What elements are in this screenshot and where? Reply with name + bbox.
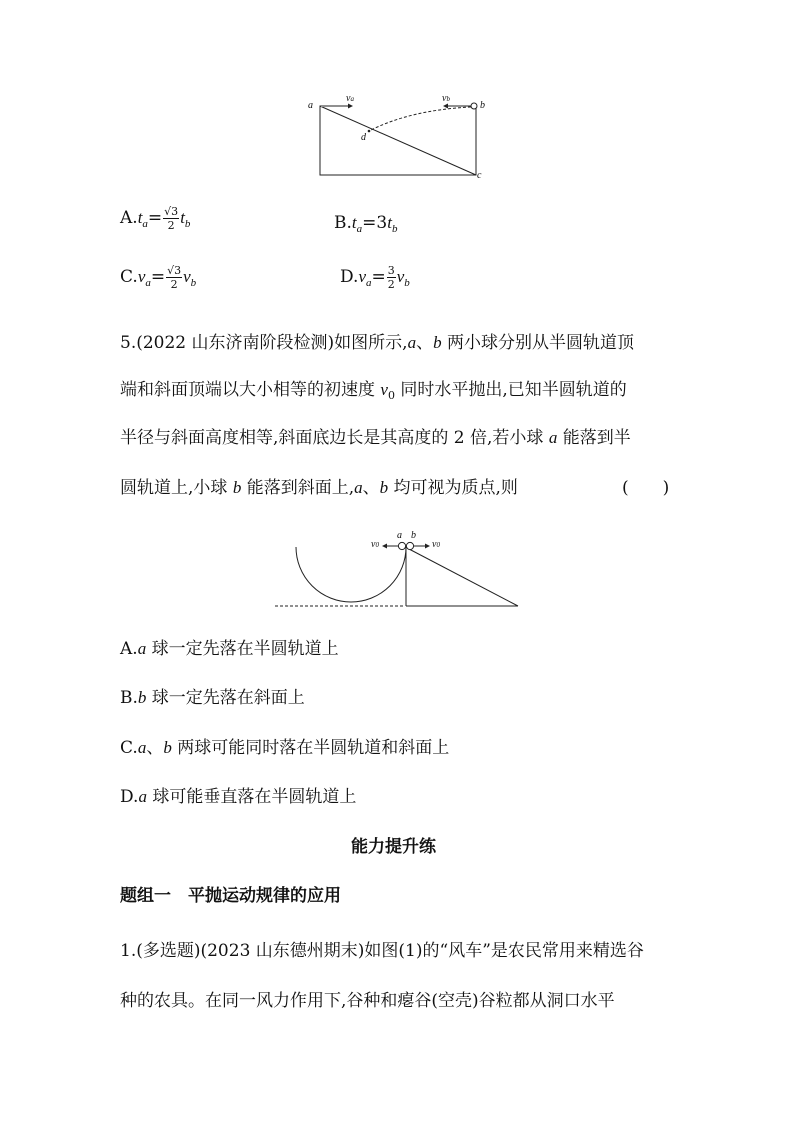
ball-b	[406, 542, 413, 549]
fig1-label-d: d	[361, 132, 366, 143]
q4-option-d[interactable]: $D.v_a=$ $\frac{3}{2}$ $v_b$	[340, 264, 410, 291]
section-title: 能力提升练	[351, 837, 436, 857]
v0-right-arrowhead	[425, 544, 430, 549]
fig2-label-v0-right: v0	[432, 539, 440, 550]
q1-line-2: 种的农具。在同一风力作用下,谷种和瘪谷(空壳)谷粒都从洞口水平	[120, 991, 615, 1011]
q4-option-b[interactable]: $B.t_a=3t_b$	[334, 213, 398, 235]
fig1-label-c: c	[477, 170, 482, 181]
ball-b	[471, 103, 477, 109]
incline-diagonal	[320, 106, 476, 175]
fig2-label-v0-left: v0	[371, 539, 379, 550]
figure-2-semicircle-incline	[270, 530, 530, 612]
fig1-label-va: va	[346, 93, 354, 104]
fig1-label-a: a	[308, 100, 313, 111]
q5-line-4: 圆轨道上,小球 b 能落到斜面上,a、b 均可视为质点,则	[120, 478, 518, 498]
q5-line-3: 半径与斜面高度相等,斜面底边长是其高度的 2 倍,若小球 a 能落到半	[120, 428, 631, 448]
fig1-label-vb: vb	[442, 93, 450, 104]
q5-option-d[interactable]: D.a 球可能垂直落在半圆轨道上	[120, 787, 357, 807]
q5-option-b[interactable]: B.b 球一定先落在斜面上	[120, 688, 305, 708]
trajectory-dashed	[369, 107, 471, 131]
group-title: 题组一 平抛运动规律的应用	[120, 886, 341, 906]
incline-slope	[409, 549, 518, 606]
q1-line-1: 1.(多选题)(2023 山东德州期末)如图(1)的“风车”是农民常用来精选谷	[120, 941, 644, 961]
fraction: $\frac{√3}{2}$	[167, 264, 182, 291]
q5-line-2: 端和斜面顶端以大小相等的初速度 $v_0$ 同时水平抛出,已知半圆轨道的	[120, 380, 627, 402]
q4-option-c[interactable]: $C.v_a=$ $\frac{√3}{2}$ $v_b$	[120, 264, 197, 291]
fraction: $\frac{√3}{2}$	[164, 205, 179, 232]
q5-answer-paren[interactable]: ( )	[622, 478, 670, 498]
figure-1-incline-diagram	[300, 92, 500, 184]
fig2-label-b: b	[411, 530, 416, 541]
fraction: $\frac{3}{2}$	[387, 264, 395, 291]
fig1-label-b: b	[480, 100, 485, 111]
fig2-label-a: a	[397, 530, 402, 541]
semicircle-track	[296, 547, 406, 602]
q5-line-1: 5.(2022 山东济南阶段检测)如图所示,a、b 两小球分别从半圆轨道顶	[120, 333, 634, 353]
q5-option-c[interactable]: C.a、b 两球可能同时落在半圆轨道和斜面上	[120, 738, 450, 758]
ball-a	[398, 542, 405, 549]
q4-option-a[interactable]: $A.t_a=$ $\frac{√3}{2}$ $t_b$	[120, 205, 191, 232]
v0-left-arrowhead	[382, 544, 387, 549]
point-d	[368, 130, 371, 133]
q5-option-a[interactable]: A.a 球一定先落在半圆轨道上	[120, 639, 339, 659]
